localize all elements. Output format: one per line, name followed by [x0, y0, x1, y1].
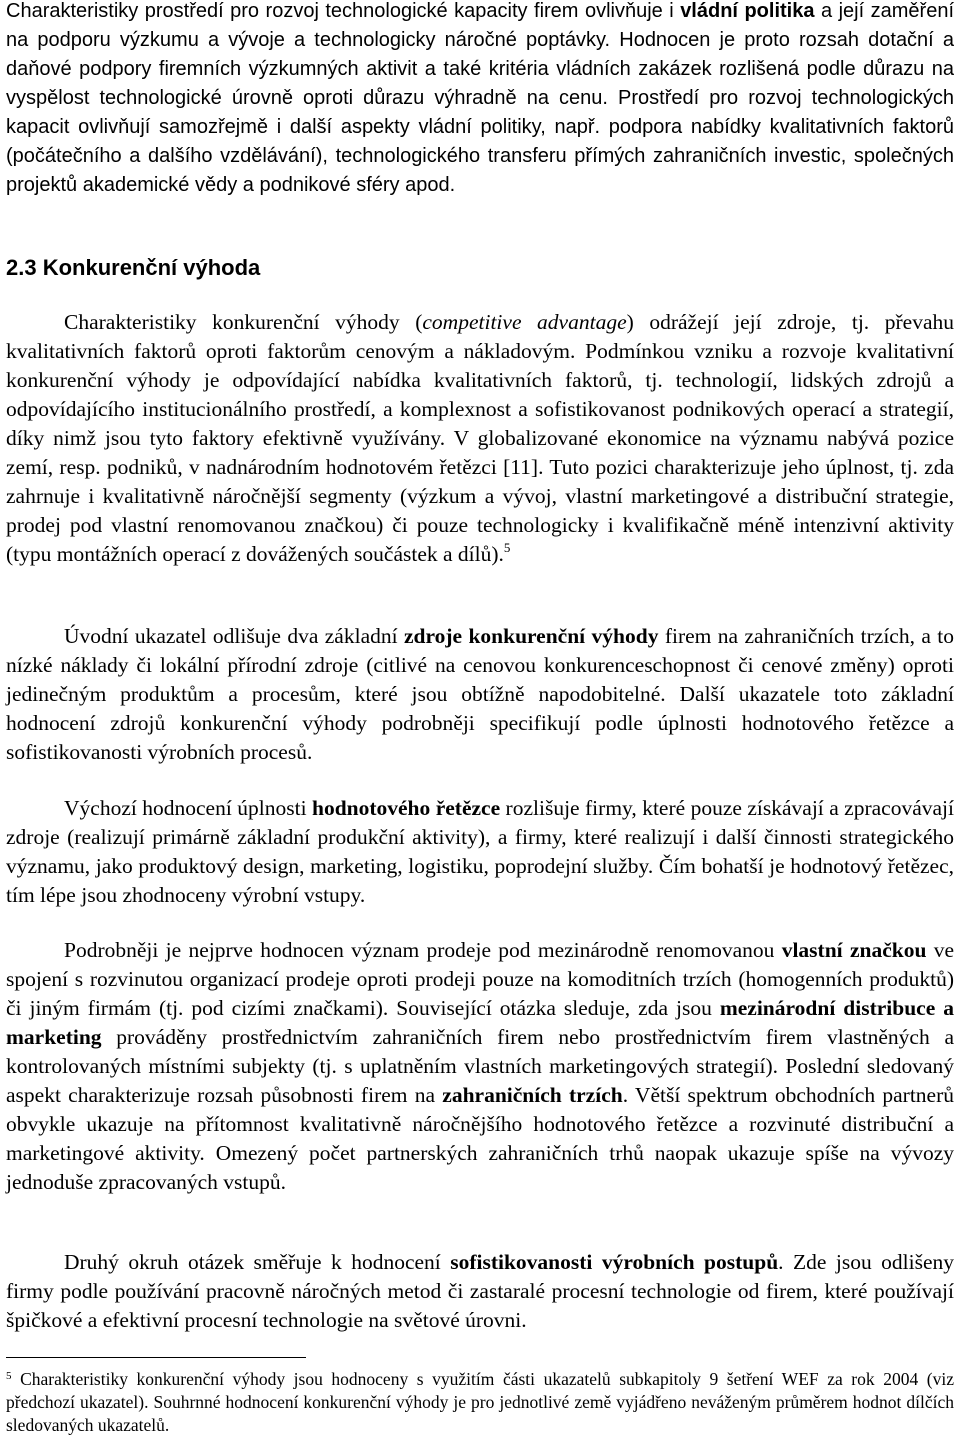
text-run: Výchozí hodnocení úplnosti	[64, 796, 312, 820]
text-run: firem na zahraničních trzích, a to nízké náklady či lokální přírodní zdroje (citlivé na cenovou konkurenceschopnost či cenové změny) oproti jedinečným produktům a procesům, které jsou obtížně napodobitelné. Další ukazatele toto základní hodnocení zdrojů konkurenční výhody podrobněji specifikují podle úplnosti hodnotového řetězce a sofistikovanosti výrobních procesů.	[6, 624, 954, 764]
bold-term: hodnotového řetězce	[311, 796, 501, 820]
footnote	[6, 1368, 954, 1437]
bold-term: mezinárodní distribuce a marketing	[6, 996, 954, 1049]
paragraph-sophistication	[6, 1248, 954, 1335]
bold-term: zdroje konkurenční výhody	[403, 624, 659, 648]
text-run: ve spojení s rozvinutou organizací prodeje oproti prodeji pouze na komoditních trzích (homogenních produktů) či jiným firmám (tj. pod cizími značkami). Související otázka sleduje, zda jsou	[6, 938, 955, 1020]
footnote-number: 5	[6, 1370, 12, 1382]
footnote-text: Charakteristiky konkurenční výhody jsou hodnoceny s využitím části ukazatelů subkapitoly 9 šetření WEF za rok 2004 (viz předchozí ukazatel). Souhrnné hodnocení konkurenční výhody je pro jednotlivé země vyjádřeno neváženým průměrem hodnot dílčích sledovaných ukazatelů.	[6, 1369, 954, 1435]
footnote-separator	[6, 1357, 306, 1358]
footnote-reference[interactable]: 5	[503, 540, 511, 555]
text-run: . Zde jsou odlišeny firmy podle používání pracovně náročných metod či zastaralé procesní technologie od firem, které používají špičkové a efektivní procesní technologie na světové úrovni.	[6, 1250, 954, 1332]
italic-term: competitive advantage	[422, 310, 627, 334]
paragraph-brand-distribution	[6, 936, 954, 1197]
text-run: . Větší spektrum obchodních partnerů obvykle ukazuje na přítomnost kvalitativně náročnějšího hodnotového řetězce a rozvinuté distribuční a marketingové aktivity. Omezený počet partnerských zahraničních trhů naopak ukazuje spíše na vývozy jednoduše zpracovaných vstupů.	[6, 1083, 954, 1194]
paragraph-government-policy	[6, 0, 954, 200]
text-run: Podrobněji je nejprve hodnocen význam prodeje pod mezinárodně renomovanou	[64, 938, 782, 962]
section-heading: 2.3 Konkurenční výhoda	[6, 255, 261, 280]
text-run: rozlišuje firmy, které pouze získávají a zpracovávají zdroje (realizují primárně základní produkční aktivity), a firmy, které realizují i další činnosti strategického významu, jako produktový design, marketing, logistiku, poprodejní služby. Čím bohatší je hodnotový řetězec, tím lépe jsou zhodnoceny výrobní vstupy.	[6, 796, 955, 907]
text-run: Druhý okruh otázek směřuje k hodnocení	[64, 1250, 451, 1274]
text-run: ) odrážejí její zdroje, tj. převahu kvalitativních faktorů oproti faktorům cenovým a nákladovým. Podmínkou vzniku a rozvoje kvalitativní konkurenční výhody je odpovídající nabídka kvalitativních faktorů, tj. technologií, lidských zdrojů a odpovídajícího institucionálního prostředí, a komplexnost a sofistikovanost podnikových operací a strategií, díky nimž jsou tyto faktory efektivně využívány. V globalizované ekonomice na významu nabývá pozice zemí, resp. podniků, v nadnárodním hodnotovém řetězci [11]. Tuto pozici charakterizuje jeho úplnost, tj. zda zahrnuje i kvalitativně náročnější segmenty (výzkum a vývoj, vlastní marketingové a distribuční strategie, prodej pod vlastní renomovanou značkou) či pouze technologicky i kvalifikačně méně intenzivní aktivity (typu montážních operací z dovážených součástek a dílů).	[6, 310, 954, 566]
text-run: Charakteristiky prostředí pro rozvoj technologické kapacity firem ovlivňuje i	[6, 0, 681, 22]
paragraph-competitive-advantage	[6, 308, 954, 569]
text-run: Prostředí pro rozvoj technologických kapacit ovlivňují samozřejmě i další aspekty vládní politiky, např. podpora nabídky kvalitativních faktorů (počátečního a dalšího vzdělávání), technologického transferu přímých zahraničních investic, společných projektů akademické vědy a podnikové sféry apod.	[6, 87, 954, 196]
bold-term: sofistikovanosti výrobních postupů	[450, 1250, 779, 1274]
text-run: prováděny prostřednictvím zahraničních firem nebo prostřednictvím firem vlastněných a kontrolovaných místními subjekty (tj. s uplatněním vlastních marketingových strategií). Poslední sledovaný aspekt charakterizuje rozsah působnosti firem na	[6, 1025, 954, 1107]
paragraph-sources	[6, 622, 954, 767]
text-run: Úvodní ukazatel odlišuje dva základní	[64, 624, 404, 648]
bold-term-vladni-politika: vládní politika	[680, 0, 815, 22]
paragraph-value-chain	[6, 794, 954, 910]
bold-term: zahraničních trzích	[442, 1083, 623, 1107]
text-run: Charakteristiky konkurenční výhody (	[64, 310, 423, 334]
bold-term: vlastní značkou	[781, 938, 927, 962]
text-run: a její zaměření na podporu výzkumu a vývoje a technologicky náročné poptávky. Hodnocen je proto rozsah dotační a daňové podpory firemních výzkumných aktivit a také kritéria vládních zakázek rozlišená podle důrazu na vyspělost technologické úrovně oproti důrazu výhradně na cenu.	[6, 0, 954, 109]
